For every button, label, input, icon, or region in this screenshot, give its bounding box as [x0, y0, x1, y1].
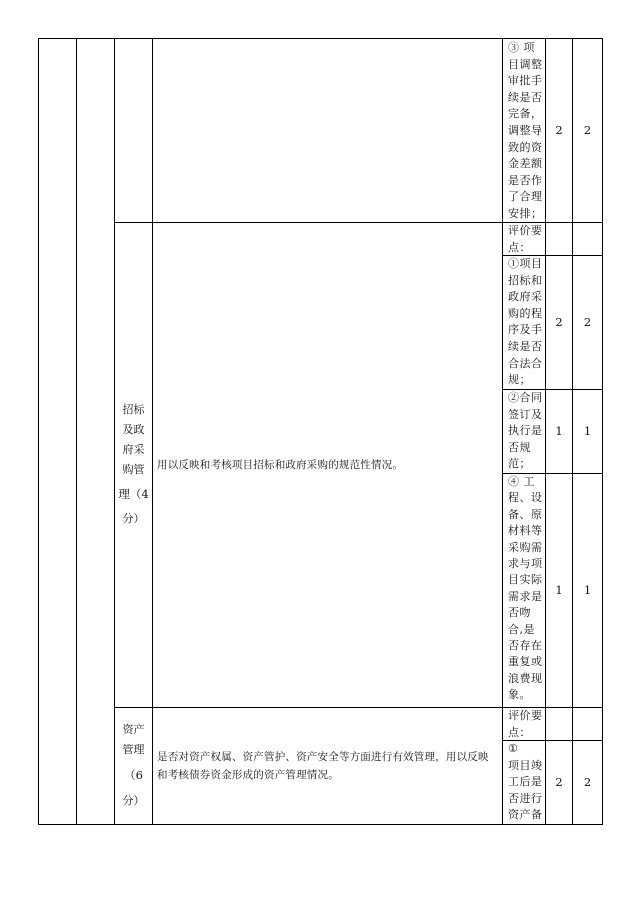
score-cell: 2 — [555, 123, 563, 138]
score-cell: 1 — [583, 424, 592, 439]
score-cell: 1 — [583, 583, 592, 598]
category-line: 分） — [122, 794, 145, 807]
score-cell — [546, 708, 572, 740]
score-cell: 1 — [555, 424, 563, 439]
score-cell: 2 — [583, 775, 592, 790]
score-cell — [546, 223, 572, 255]
category-line: 及政 — [122, 423, 145, 436]
category-line: 管理 — [122, 743, 145, 756]
criterion-cell: ① 项目竣 工后是 否进行 资产备 — [508, 742, 543, 822]
score-cell: 2 — [555, 315, 563, 330]
category-procurement — [115, 223, 152, 707]
criterion-cell: 评价要 点： — [508, 224, 543, 254]
category-line: 资产 — [122, 723, 145, 736]
category-assets — [115, 708, 152, 824]
criterion-cell: ①项目 招标和 政府采 购的程 序及手 续是否 合法合 规； — [508, 257, 543, 387]
category-line: （6 — [124, 768, 143, 782]
score-cell: 2 — [583, 315, 592, 330]
score-cell — [573, 708, 602, 740]
criterion-cell: ②合同 签订及 执行是 否规 范； — [508, 391, 543, 471]
category-line: 理（4 — [118, 487, 149, 501]
score-cell: 2 — [583, 123, 592, 138]
category-line: 购管 — [122, 463, 145, 476]
score-cell: 1 — [555, 583, 563, 598]
category-line: 招标 — [122, 403, 145, 416]
description-assets: 是否对资产权属、资产管护、资产安全等方面进行有效管理，用以反映和考核债券资金形成的资产管理情况。 — [157, 751, 489, 781]
description-procurement: 用以反映和考核项目招标和政府采购的规范性情况。 — [157, 459, 404, 471]
score-cell: 2 — [555, 775, 563, 790]
score-cell — [573, 223, 602, 255]
criterion-cell: ④ 工 程、设 备、原 材料等 采购需 求与项 目实际 需求是 否吻 合,是 否存在 重复或 浪费现 象。 — [508, 475, 543, 702]
category-line: 府采 — [122, 443, 145, 456]
criterion-cell: ③ 项 目调整 审批手 续是否 完备， 调整导 致的资 金差额 是否作 了合理 安排； — [508, 41, 543, 220]
category-line: 分） — [122, 512, 145, 525]
criterion-cell: 评价要 点： — [508, 709, 543, 739]
